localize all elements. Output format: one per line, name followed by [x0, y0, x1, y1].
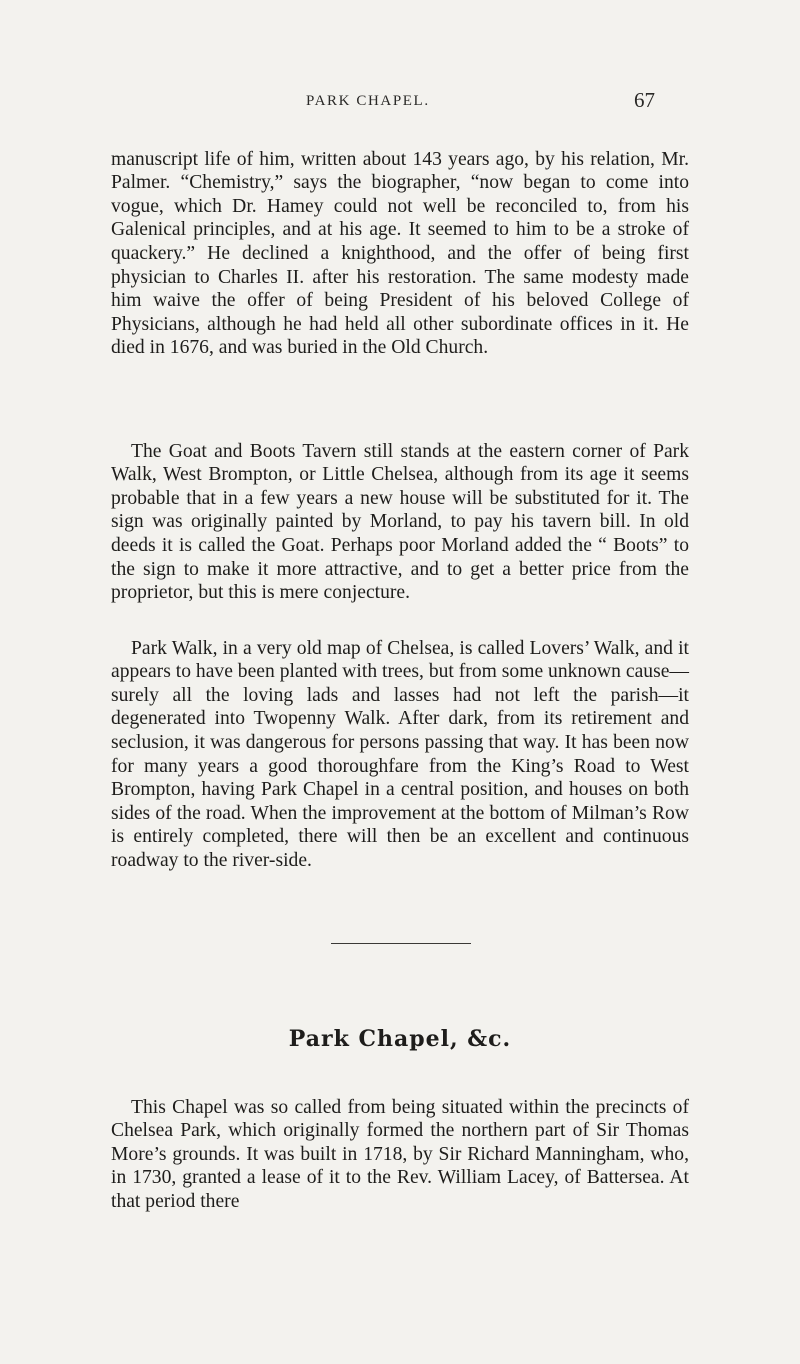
section-heading: Park Chapel, &c.: [288, 1026, 512, 1052]
section-divider: [331, 943, 471, 944]
paragraph-hamey-biography: manuscript life of him, written about 143 years ago, by his relation, Mr. Palmer. “Chemistry,” says the biographer, “now began to come into vogue, which Dr. Hamey could not well be reconciled to, from his Galenical principles, and at his age. It seemed to him to be a stroke of quackery.” He declined a knighthood, and the offer of being first physician to Charles II. after his restoration. The same modesty made him waive the offer of being President of his beloved College of Physicians, although he had held all other subordinate offices in it. He died in 1676, and was buried in the Old Church.: [111, 148, 689, 359]
running-head: [0, 88, 800, 118]
page-number: 67: [634, 88, 655, 112]
paragraph-park-walk: Park Walk, in a very old map of Chelsea, is called Lovers’ Walk, and it appears to have been planted with trees, but from some unknown cause—surely all the loving lads and lasses had not left the parish—it degenerated into Twopenny Walk. After dark, from its retirement and seclusion, it was dangerous for persons passing that way. It has been now for many years a good thoroughfare from the King’s Road to West Brompton, having Park Chapel in a central position, and houses on both sides of the road. When the improvement at the bottom of Milman’s Row is entirely completed, there will then be an excellent and continuous roadway to the river-side.: [111, 637, 689, 871]
paragraph-park-chapel: This Chapel was so called from being situated within the precincts of Chelsea Park, which originally formed the northern part of Sir Thomas More’s grounds. It was built in 1718, by Sir Richard Manningham, who, in 1730, granted a lease of it to the Rev. William Lacey, of Battersea. At that period there: [111, 1096, 689, 1212]
running-title: PARK CHAPEL.: [306, 93, 430, 109]
paragraph-goat-and-boots: The Goat and Boots Tavern still stands at the eastern corner of Park Walk, West Brompton, or Little Chelsea, although from its age it seems probable that in a few years a new house will be substituted for it. The sign was originally painted by Morland, to pay his tavern bill. In old deeds it is called the Goat. Perhaps poor Morland added the “ Boots” to the sign to make it more attractive, and to get a better price from the proprietor, but this is mere conjecture.: [111, 440, 689, 604]
